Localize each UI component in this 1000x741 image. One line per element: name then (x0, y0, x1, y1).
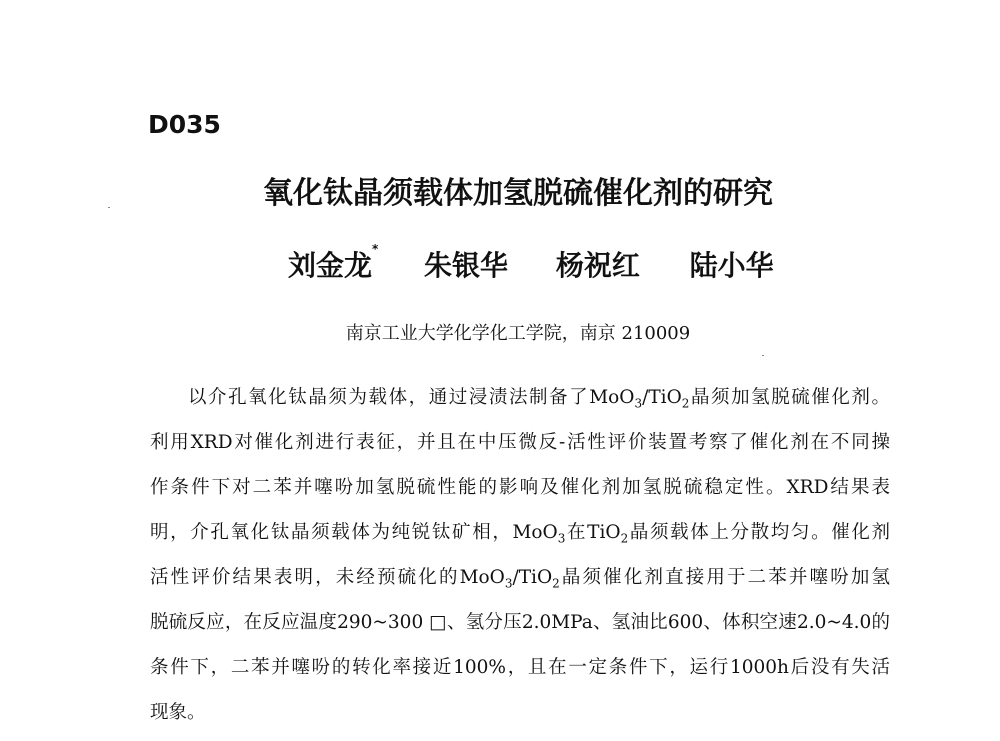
abstract-line-4: 明，介孔氧化钛晶须载体为纯锐钛矿相，MoO$_3$在TiO$_2$晶须载体上分散均匀。催化剂 (150, 522, 890, 546)
author-4: 陆小华 (689, 249, 774, 282)
author-3: 杨祝红 (555, 249, 640, 282)
scan-speck (762, 355, 764, 356)
author-1-name: 刘金龙 (288, 249, 373, 282)
abstract-line-6: 脱硫反应，在反应温度290~300 □、氢分压2.0MPa、氢油比600、体积空速2.0~4.0的 (150, 612, 890, 633)
abstract-line-2: 利用XRD对催化剂进行表征，并且在中压微反-活性评价装置考察了催化剂在不同操 (150, 432, 890, 453)
abstract-line-7: 条件下，二苯并噻吩的转化率接近100%，且在一定条件下，运行1000h后没有失活 (150, 657, 890, 678)
abstract-line-1: 以介孔氧化钛晶须为载体，通过浸渍法制备了MoO$_3$/TiO$_2$晶须加氢脱硫催化剂。 (188, 387, 890, 411)
corresponding-author-mark: * (372, 242, 379, 256)
paper-title: 氧化钛晶须载体加氢脱硫催化剂的研究 (263, 176, 773, 211)
paper-code: D035 (148, 110, 221, 139)
author-1 (288, 244, 378, 284)
scan-speck (108, 207, 110, 208)
abstract-line-3: 作条件下对二苯并噻吩加氢脱硫性能的影响及催化剂加氢脱硫稳定性。XRD结果表 (150, 477, 890, 498)
affiliation: 南京工业大学化学化工学院，南京 210009 (345, 323, 691, 344)
abstract-line-5: 活性评价结果表明，未经预硫化的MoO$_3$/TiO$_2$晶须催化剂直接用于二苯并噻吩加氢 (150, 567, 890, 591)
abstract-line-8: 现象。 (150, 702, 206, 723)
abstract (150, 375, 890, 735)
author-list (288, 244, 774, 284)
author-2: 朱银华 (424, 249, 509, 282)
